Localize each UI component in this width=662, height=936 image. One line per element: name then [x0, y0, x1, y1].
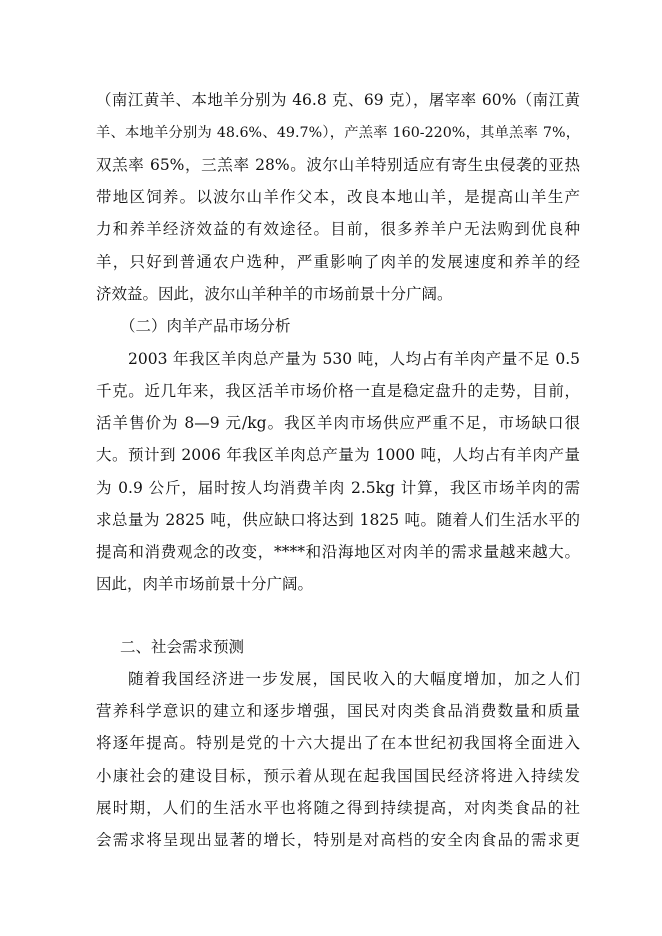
paragraph-line: 营养科学意识的建立和逐步增强，国民对肉类食品消费数量和质量 — [96, 702, 580, 720]
paragraph-line: 活羊售价为 8—9 元/kg。我区羊肉市场供应严重不足，市场缺口很 — [96, 414, 580, 432]
section-heading: 二、社会需求预测 — [120, 638, 245, 656]
paragraph-line: 带地区饲养。以波尔山羊作父本，改良本地山羊，是提高山羊生产 — [96, 188, 580, 206]
paragraph-line: 将逐年提高。特别是党的十六大提出了在本世纪初我国将全面进入 — [96, 734, 580, 752]
subsection-heading: （二）肉羊产品市场分析 — [120, 317, 291, 335]
paragraph-line: 随着我国经济进一步发展，国民收入的大幅度增加，加之人们 — [128, 670, 580, 688]
paragraph-line: （南江黄羊、本地羊分别为 46.8 克、69 克），屠宰率 60%（南江黄 — [96, 91, 580, 109]
paragraph-line: 展时期，人们的生活水平也将随之得到持续提高，对肉类食品的社 — [96, 799, 580, 817]
paragraph-line: 求总量为 2825 吨，供应缺口将达到 1825 吨。随着人们生活水平的 — [96, 511, 580, 529]
paragraph-line: 小康社会的建设目标，预示着从现在起我国国民经济将进入持续发 — [96, 767, 580, 785]
paragraph-line: 2003 年我区羊肉总产量为 530 吨，人均占有羊肉产量不足 0.5 — [128, 350, 580, 368]
paragraph-line: 会需求将呈现出显著的增长，特别是对高档的安全肉食品的需求更 — [96, 831, 580, 849]
paragraph-line: 济效益。因此，波尔山羊种羊的市场前景十分广阔。 — [96, 285, 453, 303]
paragraph-line: 双羔率 65%，三羔率 28%。波尔山羊特别适应有寄生虫侵袭的亚热 — [96, 156, 580, 174]
paragraph-line: 千克。近几年来，我区活羊市场价格一直是稳定盘升的走势，目前， — [96, 382, 580, 400]
paragraph-line: 因此，肉羊市场前景十分广阔。 — [96, 575, 314, 593]
paragraph-line: 力和养羊经济效益的有效途径。目前，很多养羊户无法购到优良种 — [96, 220, 580, 238]
paragraph-line: 大。预计到 2006 年我区羊肉总产量为 1000 吨，人均占有羊肉产量 — [96, 446, 580, 464]
paragraph-line: 羊，只好到普通农户选种，严重影响了肉羊的发展速度和养羊的经 — [96, 253, 580, 271]
paragraph-line: 提高和消费观念的改变，****和沿海地区对肉羊的需求量越来越大。 — [96, 543, 580, 561]
paragraph-line: 羊、本地羊分别为 48.6%、49.7%），产羔率 160-220%，其单羔率 7%， — [96, 125, 580, 141]
paragraph-line: 为 0.9 公斤，届时按人均消费羊肉 2.5kg 计算，我区市场羊肉的需 — [96, 479, 580, 497]
